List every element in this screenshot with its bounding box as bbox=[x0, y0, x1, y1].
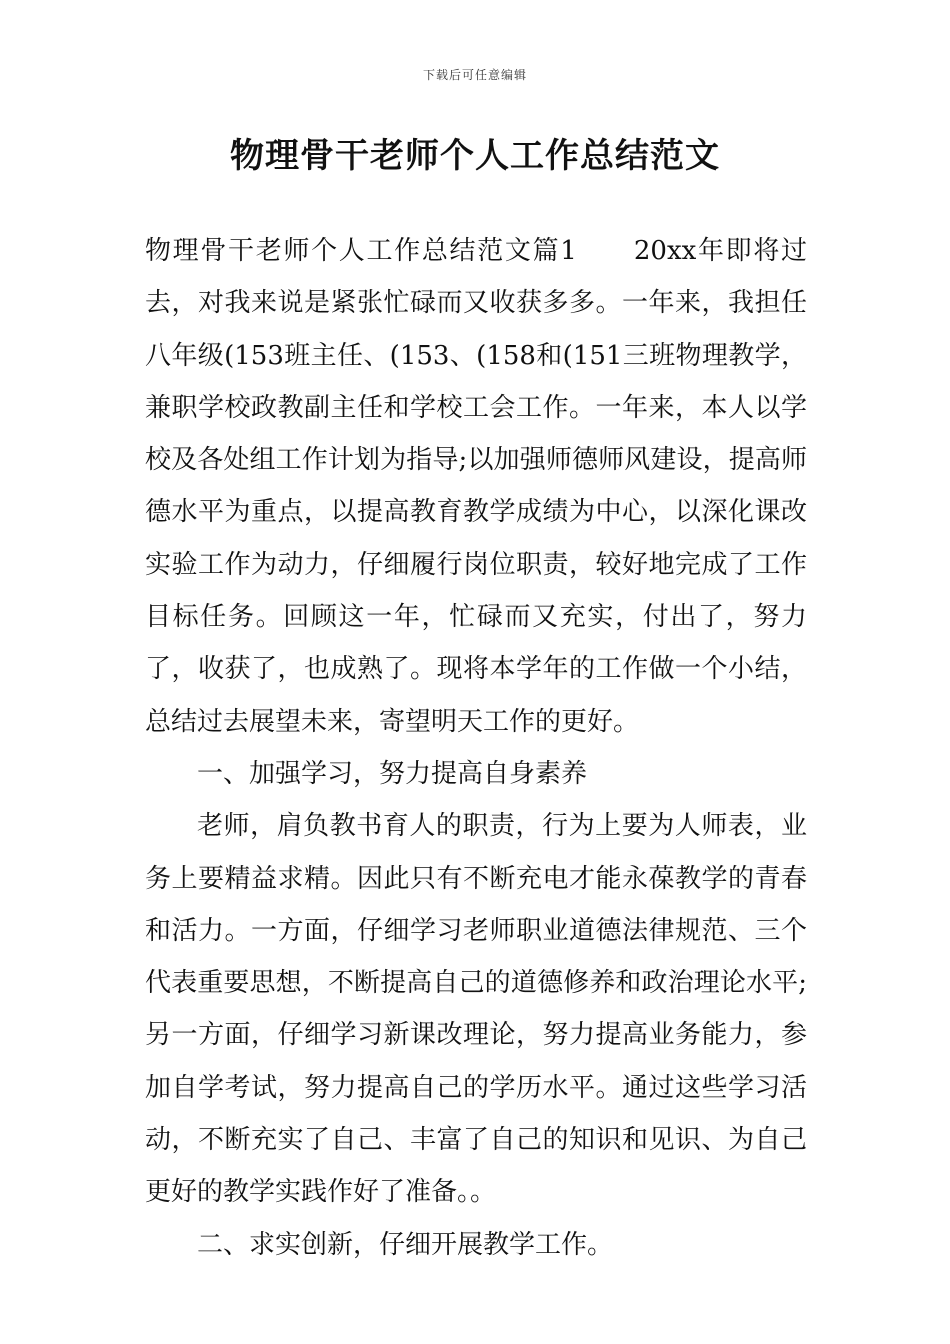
paragraph-section-1: 老师，肩负教书育人的职责，行为上要为人师表，业务上要精益求精。因此只有不断充电才能永葆教学的青春和活力。一方面，仔细学习老师职业道德法律规范、三个代表重要思想，不断提高自己的道德修养和政治理论水平;另一方面，仔细学习新课改理论，努力提高业务能力，参加自学考试，努力提高自己的学历水平。通过这些学习活动，不断充实了自己、丰富了自己的知识和见识、为自己更好的教学实践作好了准备。。 bbox=[145, 811, 807, 1208]
paragraph-intro: 物理骨干老师个人工作总结范文篇1 20xx年即将过去，对我来说是紧张忙碌而又收获多多。一年来，我担任八年级(153班主任、(153、(158和(151三班物理教学，兼职学校政教副主任和学校工会工作。一年来，本人以学校及各处组工作计划为指导;以加强师德师风建设，提高师德水平为重点，以提高教育教学成绩为中心，以深化课改实验工作为动力，仔细履行岗位职责，较好地完成了工作目标任务。回顾这一年，忙碌而又充实，付出了，努力了，收获了，也成熟了。现将本学年的工作做一个小结，总结过去展望未来，寄望明天工作的更好。 bbox=[145, 236, 807, 737]
section-heading-1: 一、加强学习，努力提高自身素养 bbox=[197, 758, 588, 789]
header-note: 下载后可任意编辑 bbox=[422, 68, 527, 82]
document-body bbox=[145, 225, 807, 1271]
document-title: 物理骨干老师个人工作总结范文 bbox=[230, 136, 720, 176]
section-heading-2: 二、求实创新，仔细开展教学工作。 bbox=[197, 1229, 614, 1260]
